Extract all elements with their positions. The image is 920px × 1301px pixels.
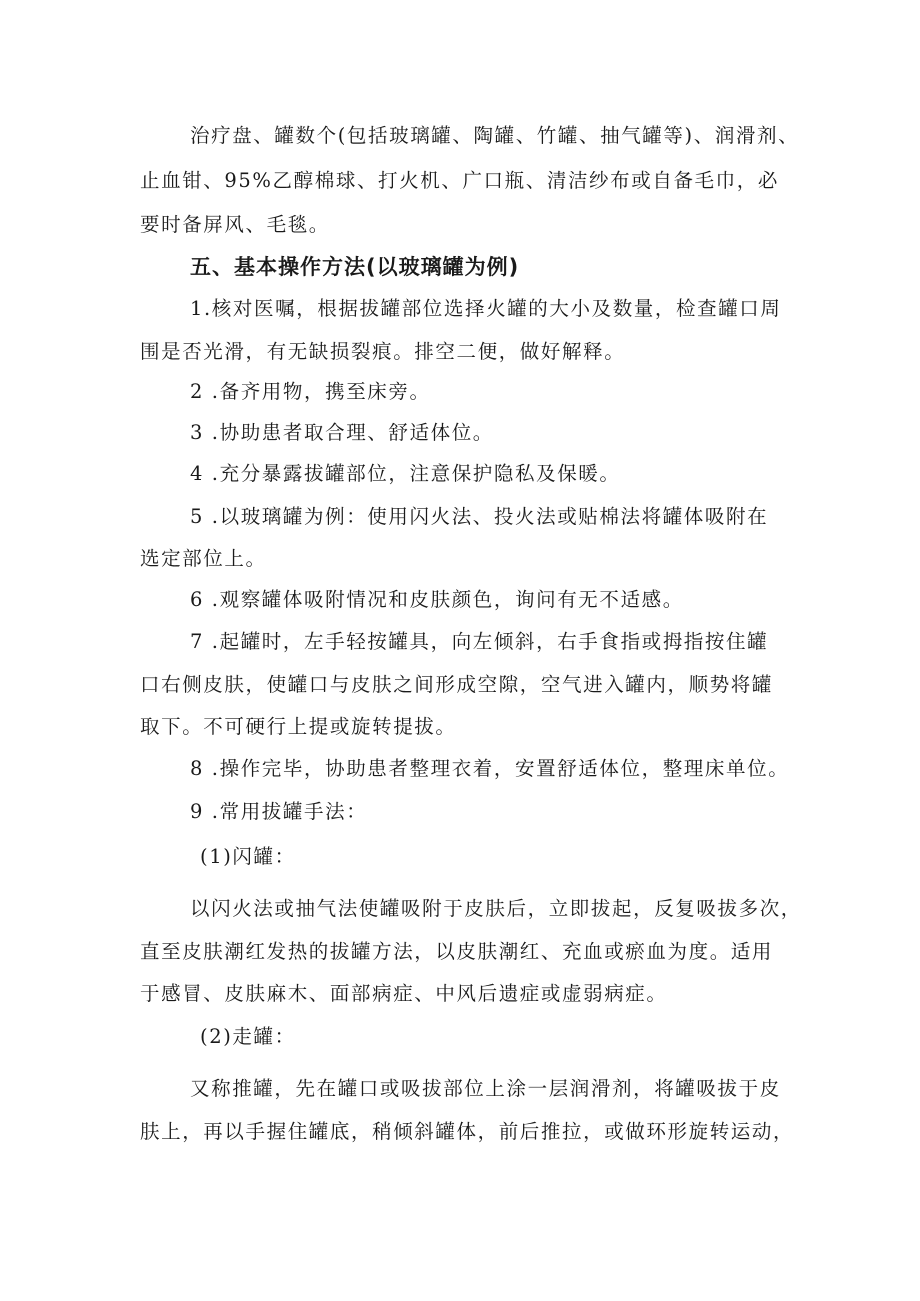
supplies-line-1: 治疗盘、罐数个(包括玻璃罐、陶罐、竹罐、抽气罐等)、润滑剂、 bbox=[190, 124, 800, 147]
flash-cupping-line-3: 于感冒、皮肤麻木、面部病症、中风后遗症或虚弱病症。 bbox=[140, 982, 668, 1005]
step-7-line-3: 取下。不可硬行上提或旋转提拔。 bbox=[140, 715, 457, 738]
moving-cupping-line-1: 又称推罐，先在罐口或吸拔部位上涂一层润滑剂，将罐吸拔于皮 bbox=[190, 1077, 781, 1100]
method-moving-cupping-title: (2)走罐： bbox=[200, 1025, 296, 1048]
step-1-line-2: 围是否光滑，有无缺损裂痕。排空二便，做好解释。 bbox=[140, 340, 626, 363]
step-5-line-1: 5 .以玻璃罐为例：使用闪火法、投火法或贴棉法将罐体吸附在 bbox=[190, 505, 769, 528]
supplies-line-2: 止血钳、95%乙醇棉球、打火机、广口瓶、清洁纱布或自备毛巾，必 bbox=[140, 169, 779, 192]
step-8: 8 .操作完毕，协助患者整理衣着，安置舒适体位，整理床单位。 bbox=[190, 757, 790, 780]
step-5-line-2: 选定部位上。 bbox=[140, 547, 267, 570]
moving-cupping-line-2: 肤上，再以手握住罐底，稍倾斜罐体，前后推拉，或做环形旋转运动， bbox=[140, 1120, 795, 1143]
step-2: 2 .备齐用物，携至床旁。 bbox=[190, 380, 431, 403]
flash-cupping-line-1: 以闪火法或抽气法使罐吸附于皮肤后，立即拔起，反复吸拔多次， bbox=[190, 897, 802, 920]
step-7-line-2: 口右侧皮肤，使罐口与皮肤之间形成空隙，空气进入罐内，顺势将罐 bbox=[140, 673, 774, 696]
supplies-line-3: 要时备屏风、毛毯。 bbox=[140, 213, 330, 236]
step-3: 3 .协助患者取合理、舒适体位。 bbox=[190, 421, 494, 444]
step-6: 6 .观察罐体吸附情况和皮肤颜色，询问有无不适感。 bbox=[190, 588, 684, 611]
step-9: 9 .常用拔罐手法： bbox=[190, 800, 368, 823]
step-4: 4 .充分暴露拔罐部位，注意保护隐私及保暖。 bbox=[190, 462, 621, 485]
step-1-line-1: 1.核对医嘱，根据拔罐部位选择火罐的大小及数量，检查罐口周 bbox=[190, 297, 782, 320]
flash-cupping-line-2: 直至皮肤潮红发热的拔罐方法，以皮肤潮红、充血或瘀血为度。适用 bbox=[140, 940, 774, 963]
method-flash-cupping-title: (1)闪罐： bbox=[200, 845, 296, 868]
section-heading: 五、基本操作方法(以玻璃罐为例) bbox=[190, 255, 520, 279]
step-7-line-1: 7 .起罐时，左手轻按罐具，向左倾斜，右手食指或拇指按住罐 bbox=[190, 630, 769, 653]
